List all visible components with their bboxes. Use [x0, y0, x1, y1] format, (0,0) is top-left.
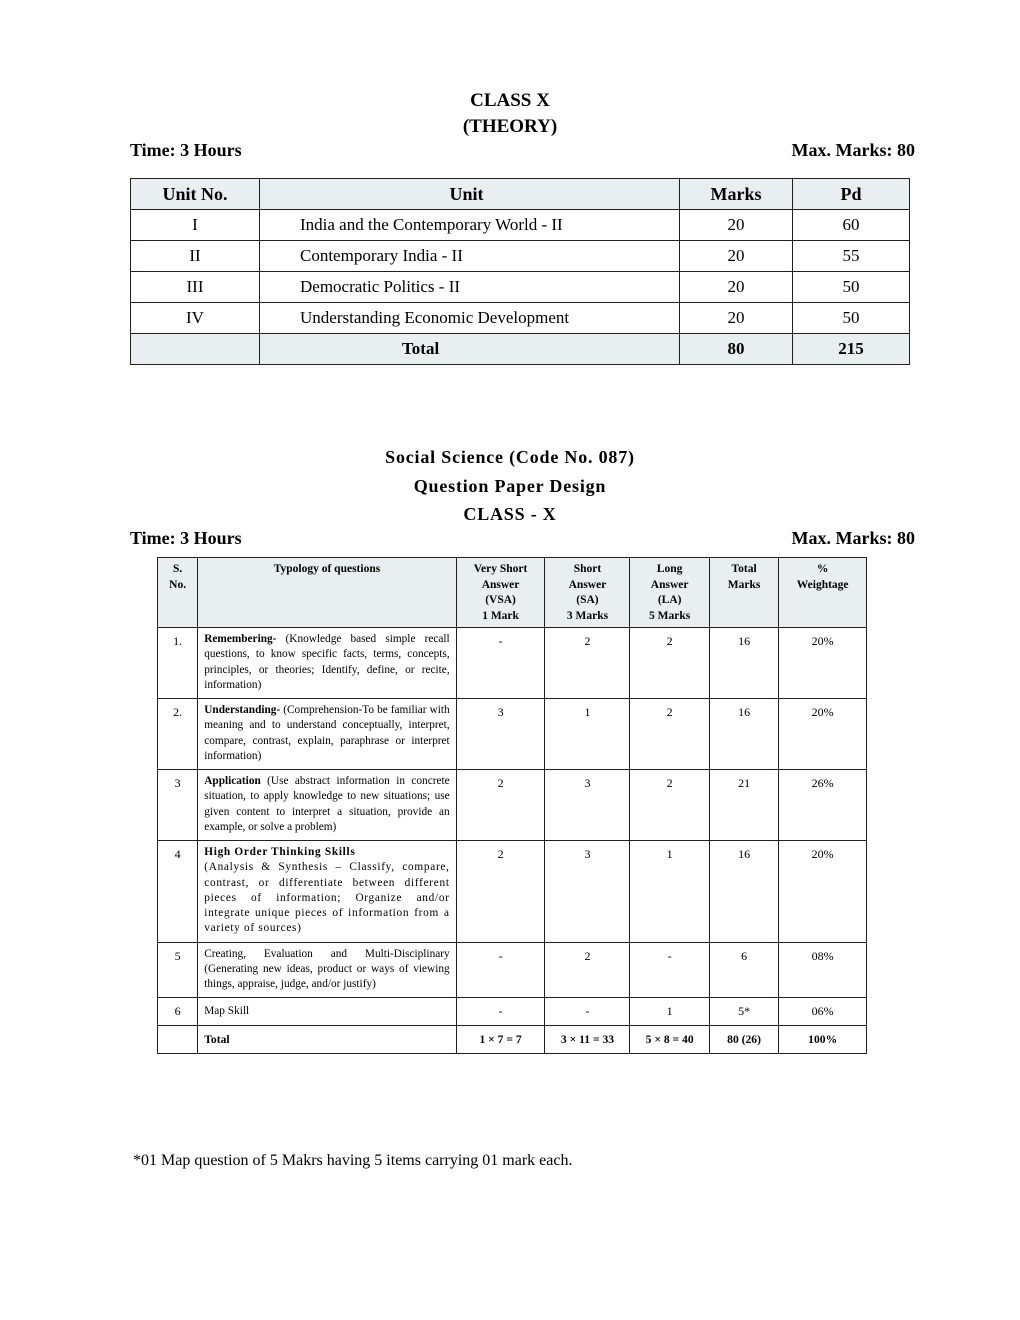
typology-bold-label: Application [204, 775, 261, 788]
col-header-sno [158, 558, 198, 628]
typology-description: (Use abstract information in concrete situation, to apply knowledge to new situations; use given content to interpret a situation, provide an example, or solve a problem) [204, 775, 450, 833]
cell-vsa: 3 [456, 699, 545, 770]
cell-total-vsa: 1 × 7 = 7 [456, 1025, 545, 1054]
cell-pd: 60 [793, 210, 910, 241]
typology-bold-label: High Order Thinking Skills [204, 846, 356, 859]
cell-weightage: 26% [779, 770, 867, 841]
cell-total-marks: 5* [709, 998, 779, 1025]
table-row [158, 770, 867, 841]
cell-sa: - [545, 998, 630, 1025]
cell-marks: 20 [680, 210, 793, 241]
table-row [131, 303, 910, 334]
time-label-2: Time: 3 Hours [130, 528, 242, 548]
cell-pd: 50 [793, 303, 910, 334]
typology-description: Creating, Evaluation and Multi-Disciplinary (Generating new ideas, product or ways of viewing things, appraise, judge, and/or justify) [204, 947, 450, 991]
time-label-1: Time: 3 Hours [130, 140, 242, 160]
sa-line2: Answer [568, 578, 607, 591]
cell-total-marks: 16 [709, 628, 779, 699]
cell-total-la: 5 × 8 = 40 [630, 1025, 709, 1054]
typology-description: (Knowledge based simple recall questions, to know specific facts, terms, concepts, principles, or theories; Identify, define, or recite, information) [204, 633, 450, 691]
la-line2: Answer [650, 578, 689, 591]
la-line1: Long [656, 563, 683, 575]
cell-typology [198, 942, 456, 998]
cell-sno: 2. [158, 699, 198, 770]
cell-total-label: Total [198, 1025, 456, 1054]
sa-line3: (SA) [576, 594, 599, 607]
typology-description: (Analysis & Synthesis – Classify, compare, contrast, or differentiate between different pieces of information; Organize and/or integrate unique pieces of information from a variety of sources) [204, 861, 450, 935]
cell-unit-no: I [131, 210, 260, 241]
cell-vsa: - [456, 942, 545, 998]
cell-unit-no: IV [131, 303, 260, 334]
class-title: CLASS - X [463, 504, 557, 524]
cell-typology [198, 628, 456, 699]
cell-marks: 20 [680, 272, 793, 303]
col-header-sa [545, 558, 630, 628]
cell-unit-no: III [131, 272, 260, 303]
typology-description: (Comprehension-To be familiar with meaning and to understand conceptually, interpret, compare, contrast, explain, paraphrase or interpret information) [204, 704, 450, 762]
cell-total-marks: 16 [709, 841, 779, 943]
col-header-total-marks [709, 558, 779, 628]
page-title-theory: (THEORY) [462, 116, 558, 137]
cell-la: 1 [630, 998, 709, 1025]
cell-sno: 3 [158, 770, 198, 841]
page-title-class: CLASS X [470, 90, 550, 111]
cell-la: 2 [630, 628, 709, 699]
cell-typology [198, 998, 456, 1025]
cell-sno: 1. [158, 628, 198, 699]
max-marks-label-2: Max. Marks: 80 [791, 528, 915, 548]
exam-meta-row-1 [130, 140, 915, 161]
sa-line1: Short [573, 563, 602, 575]
vsa-line1: Very Short [473, 563, 528, 575]
col-header-weightage [779, 558, 867, 628]
cell-weightage: 08% [779, 942, 867, 998]
typology-description: Map Skill [204, 1004, 250, 1017]
max-marks-label-1: Max. Marks: 80 [791, 140, 915, 160]
footnote-map-question: *01 Map question of 5 Makrs having 5 items carrying 01 mark each. [133, 1152, 573, 1169]
cell-weightage: 06% [779, 998, 867, 1025]
question-paper-design-title: Question Paper Design [413, 476, 607, 496]
col-header-typology: Typology of questions [198, 558, 456, 628]
cell-total-marks: 16 [709, 699, 779, 770]
col-header-sno-line1: S. [172, 563, 183, 575]
vsa-line4: 1 Mark [482, 609, 519, 622]
cell-weightage: 20% [779, 841, 867, 943]
table-row [158, 628, 867, 699]
cell-sa: 2 [545, 942, 630, 998]
cell-sa: 3 [545, 841, 630, 943]
col-header-sno-line2: No. [169, 578, 187, 591]
table-total-row [131, 334, 910, 365]
pct-line2: Weightage [796, 578, 849, 591]
cell-weightage: 20% [779, 699, 867, 770]
cell-unit: Understanding Economic Development [260, 303, 680, 334]
typology-bold-label: Remembering- [204, 633, 277, 646]
cell-sa: 1 [545, 699, 630, 770]
pct-line1: % [816, 563, 829, 575]
exam-meta-row-2 [130, 528, 915, 549]
la-line3: (LA) [657, 594, 682, 607]
total-line2: Marks [727, 578, 761, 591]
col-header-pd: Pd [793, 179, 910, 210]
cell-la: 2 [630, 699, 709, 770]
cell-total-label: Total [260, 334, 680, 365]
vsa-line3: (VSA) [485, 594, 516, 607]
cell-total-marks: 80 [680, 334, 793, 365]
vsa-line2: Answer [481, 578, 520, 591]
table-header-row [131, 179, 910, 210]
cell-marks: 20 [680, 241, 793, 272]
sa-line4: 3 Marks [566, 609, 609, 622]
col-header-marks: Marks [680, 179, 793, 210]
col-header-unit: Unit [260, 179, 680, 210]
cell-la: 2 [630, 770, 709, 841]
cell-pd: 55 [793, 241, 910, 272]
cell-vsa: - [456, 998, 545, 1025]
cell-total-weightage: 100% [779, 1025, 867, 1054]
table-row [131, 241, 910, 272]
cell-sa: 3 [545, 770, 630, 841]
cell-unit: India and the Contemporary World - II [260, 210, 680, 241]
col-header-la [630, 558, 709, 628]
cell-vsa: 2 [456, 841, 545, 943]
cell-marks: 20 [680, 303, 793, 334]
typology-bold-label: Understanding- [204, 704, 281, 717]
cell-pd: 50 [793, 272, 910, 303]
cell-sno: 5 [158, 942, 198, 998]
cell-vsa: - [456, 628, 545, 699]
cell-weightage: 20% [779, 628, 867, 699]
table-row [131, 210, 910, 241]
cell-total-marks: 21 [709, 770, 779, 841]
total-line1: Total [731, 563, 757, 575]
cell-total-pd: 215 [793, 334, 910, 365]
cell-unit-no: II [131, 241, 260, 272]
cell-sa: 2 [545, 628, 630, 699]
la-line4: 5 Marks [649, 609, 691, 622]
course-structure-table [130, 178, 910, 365]
col-header-unit-no: Unit No. [131, 179, 260, 210]
table-header-row [158, 558, 867, 628]
table-row [158, 841, 867, 943]
cell-la: - [630, 942, 709, 998]
table-row [131, 272, 910, 303]
cell-total-marks: 6 [709, 942, 779, 998]
table-row [158, 998, 867, 1025]
table-row [158, 942, 867, 998]
cell-unit: Contemporary India - II [260, 241, 680, 272]
cell-sno: 4 [158, 841, 198, 943]
cell-total-unit-no [131, 334, 260, 365]
cell-typology [198, 770, 456, 841]
col-header-vsa [456, 558, 545, 628]
cell-total-sa: 3 × 11 = 33 [545, 1025, 630, 1054]
subject-title: Social Science (Code No. 087) [385, 447, 635, 467]
cell-unit: Democratic Politics - II [260, 272, 680, 303]
cell-typology [198, 699, 456, 770]
cell-vsa: 2 [456, 770, 545, 841]
cell-la: 1 [630, 841, 709, 943]
table-row [158, 699, 867, 770]
table-total-row [158, 1025, 867, 1054]
cell-sno: 6 [158, 998, 198, 1025]
cell-total-sno [158, 1025, 198, 1054]
cell-typology [198, 841, 456, 943]
question-paper-design-table [157, 557, 867, 1054]
cell-total-marks: 80 (26) [709, 1025, 779, 1054]
